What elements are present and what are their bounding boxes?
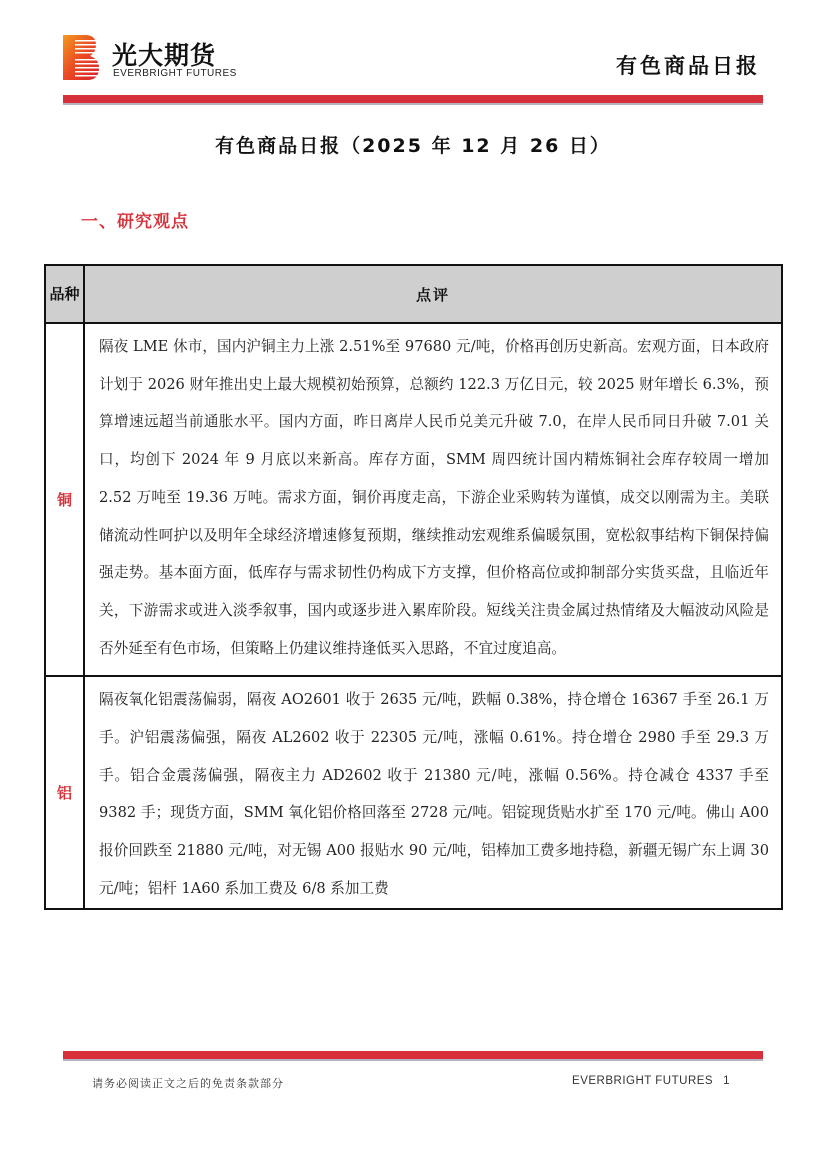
- footer-brand-page: [572, 1075, 730, 1087]
- brand-name-en: EVERBRIGHT FUTURES: [113, 68, 237, 79]
- header-comment: 点评: [84, 265, 782, 323]
- table-row: [45, 676, 782, 908]
- comment-copper: 隔夜 LME 休市，国内沪铜主力上涨 2.51%至 97680 元/吨，价格再创历史新高。宏观方面，日本政府计划于 2026 财年推出史上最大规模初始预算，总额约 122.3 万亿日元，较 2025 财年增长 6.3%，预算增速远超当前通胀水平。国内方面，昨日离岸人民币兑美元升破 7.0，在岸人民币同日升破 7.01 关口，均创下 2024 年 9 月底以来新高。库存方面，SMM 周四统计国内精炼铜社会库存较周一增加 2.52 万吨至 19.36 万吨。需求方面，铜价再度走高，下游企业采购转为谨慎，成交以刚需为主。美联储流动性呵护以及明年全球经济增速修复预期，继续推动宏观维系偏暖氛围，宽松叙事结构下铜保持偏强走势。基本面方面，低库存与需求韧性仍构成下方支撑，但价格高位或抑制部分实货买盘，且临近年关，下游需求或进入淡季叙事，国内或逐步进入累库阶段。短线关注贵金属过热情绪及大幅波动风险是否外延至有色市场，但策略上仍建议维持逢低买入思路，不宜过度追高。: [84, 323, 782, 676]
- page-number: 1: [723, 1075, 730, 1087]
- comment-aluminum: 隔夜氧化铝震荡偏弱，隔夜 AO2601 收于 2635 元/吨，跌幅 0.38%，持仓增仓 16367 手至 26.1 万手。沪铝震荡偏强，隔夜 AL2602 收于 22305 元/吨，涨幅 0.61%。持仓增仓 2980 手至 29.3 万手。铝合金震荡偏强，隔夜主力 AD2602 收于 21380 元/吨，涨幅 0.56%。持仓减仓 4337 手至 9382 手；现货方面，SMM 氧化铝价格回落至 2728 元/吨。铝锭现货贴水扩至 170 元/吨。佛山 A00 报价回跌至 21880 元/吨，对无锡 A00 报贴水 90 元/吨，铝棒加工费多地持稳，新疆无锡广东上调 30 元/吨；铝杆 1A60 系加工费及 6/8 系加工费: [84, 676, 782, 908]
- footer-brand: EVERBRIGHT FUTURES: [572, 1075, 714, 1087]
- kind-aluminum: 铝: [45, 676, 84, 908]
- table-header-row: [45, 265, 782, 323]
- document-title: 有色商品日报（2025 年 12 月 26 日）: [215, 135, 611, 157]
- section-heading: 一、研究观点: [81, 212, 189, 232]
- header-kind: 品种: [45, 265, 84, 323]
- footer-divider: [63, 1051, 763, 1059]
- table-row: [45, 323, 782, 676]
- kind-copper: 铜: [45, 323, 84, 676]
- research-table: [44, 264, 783, 910]
- brand-name-cn: 光大期货: [112, 41, 217, 70]
- logo-mark: [63, 35, 99, 80]
- footer-disclaimer: 请务必阅读正文之后的免责条款部分: [92, 1077, 284, 1090]
- report-type-title: 有色商品日报: [616, 53, 760, 78]
- everbright-logo-icon: [63, 35, 99, 80]
- header-divider: [63, 95, 763, 103]
